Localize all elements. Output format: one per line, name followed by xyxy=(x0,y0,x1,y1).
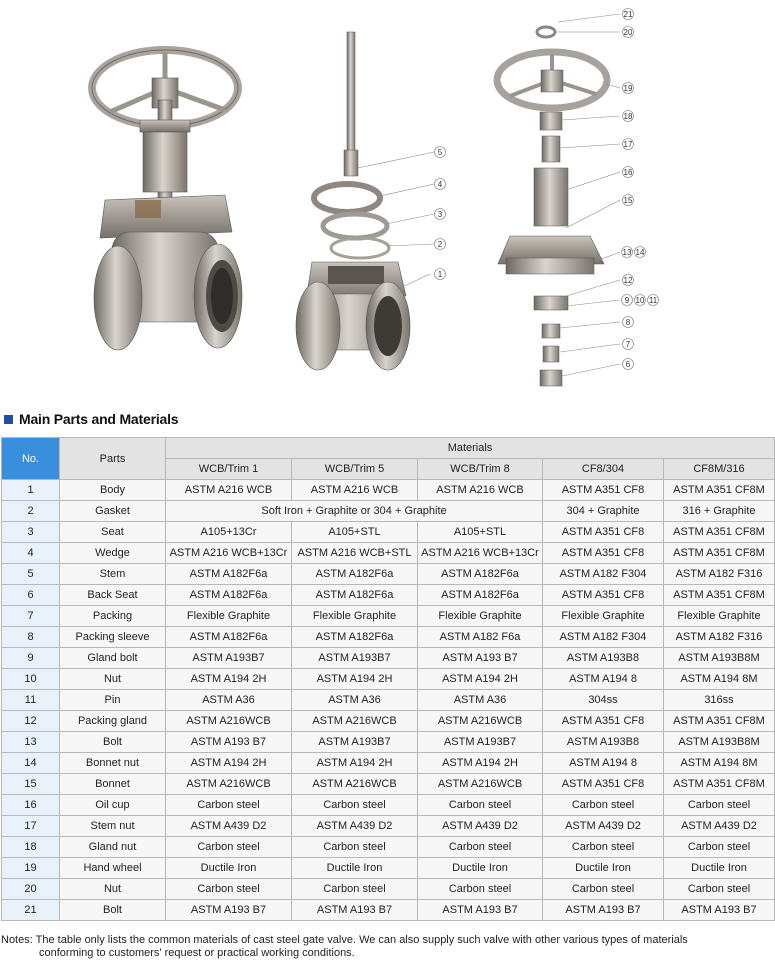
material-cell: ASTM A439 D2 xyxy=(543,816,664,837)
material-cell: ASTM A351 CF8M xyxy=(664,711,775,732)
notes xyxy=(1,934,771,960)
row-number: 2 xyxy=(2,501,60,522)
table-row xyxy=(2,522,775,543)
row-number: 12 xyxy=(2,711,60,732)
table-body xyxy=(2,480,775,921)
material-cell: Carbon steel xyxy=(664,795,775,816)
row-number: 18 xyxy=(2,837,60,858)
material-cell: ASTM A182F6a xyxy=(166,627,292,648)
row-number: 15 xyxy=(2,774,60,795)
material-cell: ASTM A36 xyxy=(418,690,543,711)
part-name: Nut xyxy=(60,669,166,690)
table-row xyxy=(2,816,775,837)
part-name: Back Seat xyxy=(60,585,166,606)
material-cell: ASTM A351 CF8 xyxy=(543,711,664,732)
material-cell: ASTM A351 CF8 xyxy=(543,480,664,501)
material-cell: ASTM A351 CF8 xyxy=(543,585,664,606)
table-row xyxy=(2,732,775,753)
callout-13: 13 xyxy=(622,248,632,257)
material-cell: ASTM A193B7 xyxy=(166,648,292,669)
table-row xyxy=(2,690,775,711)
material-cell: A105+13Cr xyxy=(166,522,292,543)
row-number: 7 xyxy=(2,606,60,627)
row-number: 20 xyxy=(2,879,60,900)
row-number: 21 xyxy=(2,900,60,921)
part-name: Bonnet nut xyxy=(60,753,166,774)
row-number: 14 xyxy=(2,753,60,774)
material-cell: ASTM A182F6a xyxy=(292,627,418,648)
material-cell: ASTM A36 xyxy=(292,690,418,711)
row-number: 17 xyxy=(2,816,60,837)
header-parts: Parts xyxy=(60,438,166,480)
material-cell: ASTM A193 B7 xyxy=(664,900,775,921)
material-cell: ASTM A216WCB xyxy=(166,711,292,732)
material-cell: ASTM A182 F316 xyxy=(664,627,775,648)
material-cell: ASTM A439 D2 xyxy=(418,816,543,837)
material-cell: ASTM A216WCB xyxy=(292,711,418,732)
table-header xyxy=(2,438,775,480)
table-row xyxy=(2,711,775,732)
material-cell: Carbon steel xyxy=(418,795,543,816)
table-row xyxy=(2,543,775,564)
material-cell: ASTM A194 2H xyxy=(166,669,292,690)
material-cell: Carbon steel xyxy=(543,795,664,816)
table-row xyxy=(2,900,775,921)
callout-10: 10 xyxy=(635,296,645,305)
header-trim: WCB/Trim 8 xyxy=(418,459,543,480)
part-name: Bolt xyxy=(60,732,166,753)
header-trim: CF8M/316 xyxy=(664,459,775,480)
table-row xyxy=(2,501,775,522)
header-no: No. xyxy=(2,438,60,480)
material-cell: Carbon steel xyxy=(418,837,543,858)
material-cell: ASTM A216 WCB xyxy=(418,480,543,501)
part-name: Bonnet xyxy=(60,774,166,795)
table-row xyxy=(2,564,775,585)
callout-8: 8 xyxy=(625,318,631,327)
material-cell: ASTM A216 WCB xyxy=(292,480,418,501)
material-cell: Flexible Graphite xyxy=(664,606,775,627)
material-cell: ASTM A351 CF8M xyxy=(664,543,775,564)
exploded-bonnet-figure xyxy=(497,27,607,386)
part-name: Gland nut xyxy=(60,837,166,858)
part-name: Gasket xyxy=(60,501,166,522)
material-cell: ASTM A193B8M xyxy=(664,648,775,669)
callout-20: 20 xyxy=(623,28,633,37)
callout-21: 21 xyxy=(623,10,633,19)
material-cell: ASTM A193B7 xyxy=(418,732,543,753)
part-name: Nut xyxy=(60,879,166,900)
callout-19: 19 xyxy=(623,84,633,93)
material-cell: Carbon steel xyxy=(166,879,292,900)
material-cell: A105+STL xyxy=(292,522,418,543)
material-cell: ASTM A216 WCB+13Cr xyxy=(166,543,292,564)
material-cell: Flexible Graphite xyxy=(166,606,292,627)
table-row xyxy=(2,837,775,858)
table-row xyxy=(2,480,775,501)
valve-exploded-illustration xyxy=(0,0,775,400)
material-cell: ASTM A216WCB xyxy=(418,711,543,732)
table-row xyxy=(2,879,775,900)
part-name: Wedge xyxy=(60,543,166,564)
table-row xyxy=(2,627,775,648)
material-cell: ASTM A182F6a xyxy=(166,564,292,585)
material-cell: Carbon steel xyxy=(543,879,664,900)
part-name: Packing gland xyxy=(60,711,166,732)
part-name: Stem xyxy=(60,564,166,585)
row-number: 6 xyxy=(2,585,60,606)
row-number: 19 xyxy=(2,858,60,879)
material-cell: ASTM A193B8 xyxy=(543,648,664,669)
material-cell-merged: Soft Iron + Graphite or 304 + Graphite xyxy=(166,501,543,522)
callout-18: 18 xyxy=(623,112,633,121)
material-cell: ASTM A439 D2 xyxy=(166,816,292,837)
material-cell: Carbon steel xyxy=(292,795,418,816)
material-cell: ASTM A351 CF8 xyxy=(543,522,664,543)
material-cell: 304 + Graphite xyxy=(543,501,664,522)
material-cell: ASTM A182F6a xyxy=(166,585,292,606)
material-cell: A105+STL xyxy=(418,522,543,543)
material-cell: Carbon steel xyxy=(292,879,418,900)
material-cell: Carbon steel xyxy=(166,837,292,858)
row-number: 8 xyxy=(2,627,60,648)
row-number: 11 xyxy=(2,690,60,711)
material-cell: ASTM A216 WCB+13Cr xyxy=(418,543,543,564)
material-cell: ASTM A193B7 xyxy=(292,732,418,753)
row-number: 3 xyxy=(2,522,60,543)
part-name: Packing sleeve xyxy=(60,627,166,648)
section-title: Main Parts and Materials xyxy=(19,411,179,427)
material-cell: Carbon steel xyxy=(166,795,292,816)
material-cell: Carbon steel xyxy=(664,879,775,900)
notes-line-1: Notes: The table only lists the common materials of cast steel gate valve. We can also supply such valve with other various types of materials xyxy=(1,934,688,946)
material-cell: ASTM A182F6a xyxy=(418,564,543,585)
material-cell: 316ss xyxy=(664,690,775,711)
material-cell: Carbon steel xyxy=(292,837,418,858)
callout-16: 16 xyxy=(623,168,633,177)
material-cell: ASTM A193B8 xyxy=(543,732,664,753)
material-cell: ASTM A36 xyxy=(166,690,292,711)
material-cell: ASTM A439 D2 xyxy=(292,816,418,837)
material-cell: ASTM A182F6a xyxy=(292,564,418,585)
callout-11: 11 xyxy=(648,296,658,305)
callout-15: 15 xyxy=(623,196,633,205)
material-cell: ASTM A193 B7 xyxy=(292,900,418,921)
material-cell: ASTM A351 CF8 xyxy=(543,774,664,795)
exploded-body-figure xyxy=(296,32,410,370)
material-cell: ASTM A194 2H xyxy=(166,753,292,774)
part-name: Pin xyxy=(60,690,166,711)
table-row xyxy=(2,795,775,816)
material-cell: ASTM A216WCB xyxy=(166,774,292,795)
material-cell: ASTM A351 CF8M xyxy=(664,522,775,543)
callout-6: 6 xyxy=(625,360,631,369)
callout-2: 2 xyxy=(437,240,443,249)
row-number: 13 xyxy=(2,732,60,753)
material-cell: Carbon steel xyxy=(418,879,543,900)
material-cell: Ductile Iron xyxy=(292,858,418,879)
material-cell: ASTM A193 B7 xyxy=(166,900,292,921)
part-name: Body xyxy=(60,480,166,501)
material-cell: Flexible Graphite xyxy=(418,606,543,627)
material-cell: ASTM A194 8M xyxy=(664,753,775,774)
material-cell: Ductile Iron xyxy=(664,858,775,879)
material-cell: ASTM A351 CF8 xyxy=(543,543,664,564)
table-row xyxy=(2,753,775,774)
section-marker-icon xyxy=(4,415,13,424)
material-cell: ASTM A194 8M xyxy=(664,669,775,690)
row-number: 4 xyxy=(2,543,60,564)
material-cell: ASTM A193 B7 xyxy=(418,648,543,669)
row-number: 1 xyxy=(2,480,60,501)
header-materials: Materials xyxy=(166,438,775,459)
row-number: 16 xyxy=(2,795,60,816)
header-trim: WCB/Trim 5 xyxy=(292,459,418,480)
material-cell: ASTM A194 2H xyxy=(418,753,543,774)
table-row xyxy=(2,669,775,690)
callout-17: 17 xyxy=(623,140,633,149)
table-row xyxy=(2,585,775,606)
material-cell: ASTM A182F6a xyxy=(292,585,418,606)
material-cell: ASTM A216WCB xyxy=(292,774,418,795)
material-cell: ASTM A216WCB xyxy=(418,774,543,795)
material-cell: ASTM A194 2H xyxy=(418,669,543,690)
material-cell: ASTM A351 CF8M xyxy=(664,585,775,606)
material-cell: ASTM A193B8M xyxy=(664,732,775,753)
material-cell: ASTM A194 2H xyxy=(292,753,418,774)
table-row xyxy=(2,648,775,669)
part-name: Hand wheel xyxy=(60,858,166,879)
part-name: Bolt xyxy=(60,900,166,921)
material-cell: ASTM A182 F304 xyxy=(543,627,664,648)
material-cell: ASTM A182 F304 xyxy=(543,564,664,585)
row-number: 9 xyxy=(2,648,60,669)
materials-table xyxy=(1,437,775,921)
row-number: 5 xyxy=(2,564,60,585)
material-cell: ASTM A216 WCB xyxy=(166,480,292,501)
assembled-valve-figure xyxy=(92,50,242,350)
notes-line-2: conforming to customers' request or practical working conditions. xyxy=(39,947,355,959)
material-cell: ASTM A351 CF8M xyxy=(664,480,775,501)
material-cell: ASTM A193B7 xyxy=(292,648,418,669)
material-cell: ASTM A194 8 xyxy=(543,753,664,774)
material-cell: Flexible Graphite xyxy=(292,606,418,627)
table-row xyxy=(2,858,775,879)
material-cell: Flexible Graphite xyxy=(543,606,664,627)
material-cell: Carbon steel xyxy=(664,837,775,858)
material-cell: ASTM A194 2H xyxy=(292,669,418,690)
table-row xyxy=(2,606,775,627)
header-trim: WCB/Trim 1 xyxy=(166,459,292,480)
material-cell: ASTM A216 WCB+STL xyxy=(292,543,418,564)
part-name: Stem nut xyxy=(60,816,166,837)
material-cell: ASTM A193 B7 xyxy=(543,900,664,921)
part-name: Seat xyxy=(60,522,166,543)
material-cell: Carbon steel xyxy=(543,837,664,858)
material-cell: ASTM A182F6a xyxy=(418,585,543,606)
callout-3: 3 xyxy=(437,210,443,219)
callout-12: 12 xyxy=(623,276,633,285)
material-cell: ASTM A351 CF8M xyxy=(664,774,775,795)
part-name: Gland bolt xyxy=(60,648,166,669)
row-number: 10 xyxy=(2,669,60,690)
material-cell: 316 + Graphite xyxy=(664,501,775,522)
header-trim: CF8/304 xyxy=(543,459,664,480)
callout-1: 1 xyxy=(437,270,443,279)
material-cell: 304ss xyxy=(543,690,664,711)
material-cell: ASTM A193 B7 xyxy=(418,900,543,921)
callout-9: 9 xyxy=(624,296,630,305)
part-name: Packing xyxy=(60,606,166,627)
material-cell: Ductile Iron xyxy=(418,858,543,879)
part-name: Oil cup xyxy=(60,795,166,816)
material-cell: ASTM A182 F6a xyxy=(418,627,543,648)
material-cell: ASTM A439 D2 xyxy=(664,816,775,837)
material-cell: ASTM A193 B7 xyxy=(166,732,292,753)
section-header xyxy=(4,410,178,428)
material-cell: ASTM A194 8 xyxy=(543,669,664,690)
callout-14: 14 xyxy=(635,248,645,257)
callout-5: 5 xyxy=(437,148,443,157)
table-row xyxy=(2,774,775,795)
material-cell: Ductile Iron xyxy=(166,858,292,879)
material-cell: ASTM A182 F316 xyxy=(664,564,775,585)
callout-4: 4 xyxy=(437,180,443,189)
callout-7: 7 xyxy=(625,340,631,349)
material-cell: Ductile Iron xyxy=(543,858,664,879)
